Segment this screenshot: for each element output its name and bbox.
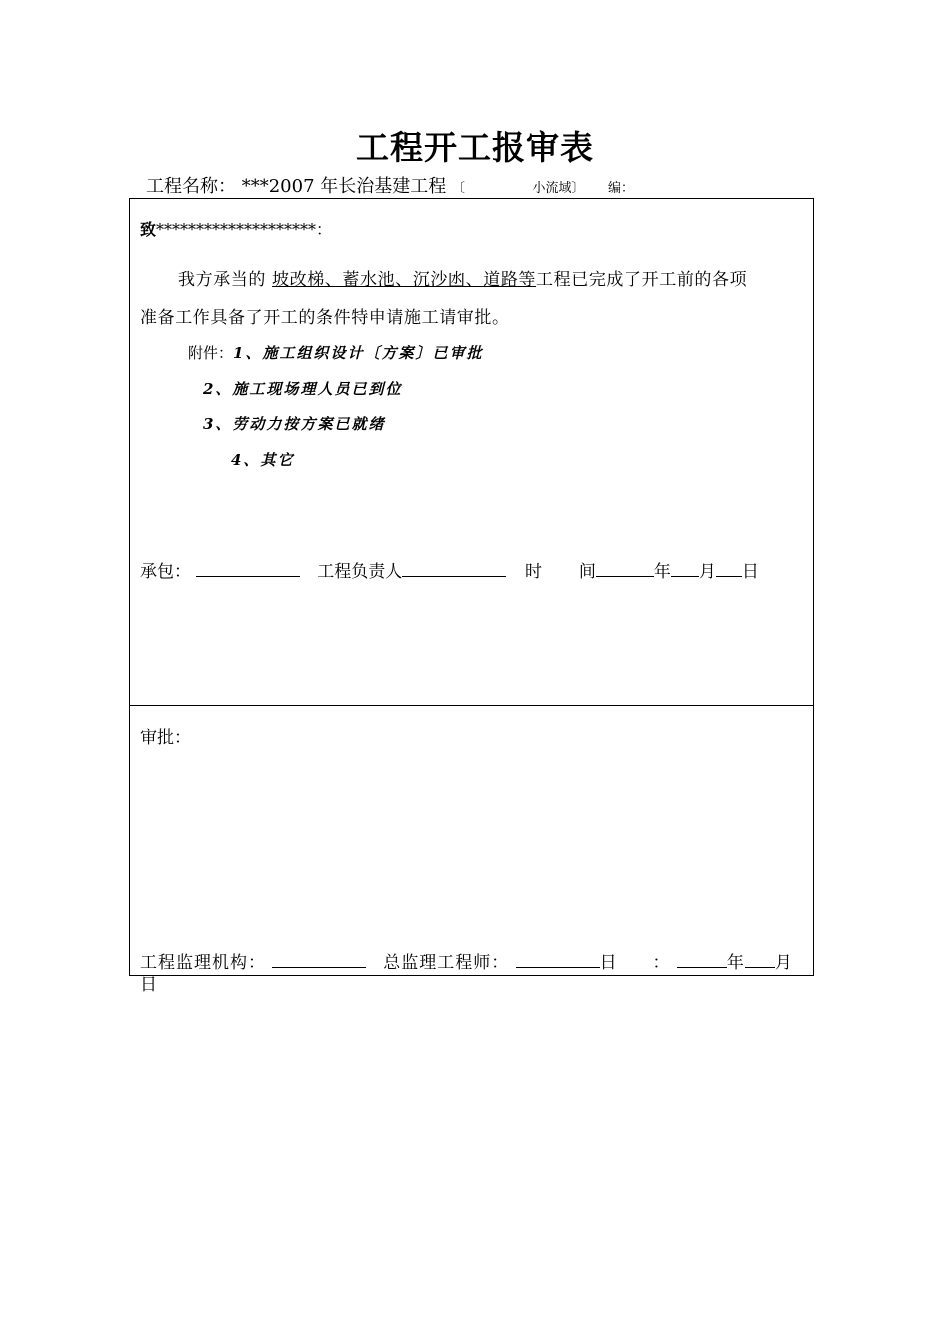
manager-label: 工程负责人 [317, 562, 403, 582]
contractor-sign-line [140, 558, 759, 584]
year-label: 年 [653, 562, 671, 582]
form-frame [129, 198, 814, 995]
org-blank[interactable] [272, 949, 366, 968]
project-name-value: ***2007 年长治基建工程 [241, 176, 447, 197]
addressee-prefix: 致 [140, 220, 157, 239]
engineer-label: 总监理工程师： [383, 953, 510, 973]
org-label: 工程监理机构： [140, 953, 266, 973]
code-label: 编： [607, 181, 634, 196]
works-list: 坡改梯、蓄水池、沉沙凼、道路等 [272, 270, 537, 290]
request-paragraph-line1 [178, 268, 747, 292]
para-lead: 我方承当的 [178, 270, 266, 290]
section-divider [130, 705, 813, 706]
supervisor-year-label: 年 [726, 953, 745, 973]
month-label: 月 [698, 562, 716, 582]
month-blank[interactable] [671, 558, 699, 577]
supervisor-month-blank[interactable] [745, 949, 775, 968]
attachment-item-3: 3、劳动力按方案已就绪 [203, 415, 386, 433]
manager-blank[interactable] [402, 558, 506, 577]
day-label: 日 [741, 562, 759, 582]
supervisor-month-label: 月 [774, 953, 793, 973]
time-label-2: 间 [578, 562, 596, 582]
day-blank[interactable] [716, 558, 742, 577]
approval-label: 审批： [140, 728, 191, 748]
para-tail: 工程已完成了开工前的各项 [536, 270, 748, 290]
addressee-line [140, 218, 332, 242]
year-blank[interactable] [596, 558, 654, 577]
attachment-text-1: 1、施工组织设计〔方案〕已审批 [233, 344, 484, 362]
attachment-item-4: 4、其它 [231, 451, 295, 469]
supervisor-day-label: 日 [599, 953, 618, 973]
supervisor-day-wrap: 日 [140, 975, 157, 995]
contractor-label: 承包： [140, 562, 191, 582]
time-label-1: 时 [525, 562, 543, 582]
supervisor-colon: ： [652, 953, 671, 973]
addressee-name: ********************： [156, 220, 333, 239]
page-title: 工程开工报审表 [356, 128, 594, 167]
attachment-item-1 [188, 341, 483, 365]
supervisor-sign-line [140, 949, 793, 975]
attachment-label: 附件： [188, 344, 234, 362]
attachment-item-2: 2、施工现场理人员已到位 [203, 380, 403, 398]
contractor-blank[interactable] [196, 558, 300, 577]
bracket-open: 〔 [452, 181, 466, 196]
request-paragraph-line2: 准备工作具备了开工的条件特申请施工请审批。 [140, 308, 510, 328]
supervisor-year-blank[interactable] [677, 949, 727, 968]
engineer-blank[interactable] [516, 949, 600, 968]
project-name-label: 工程名称： [146, 176, 236, 197]
area-name: 小流域〕 [532, 181, 585, 196]
